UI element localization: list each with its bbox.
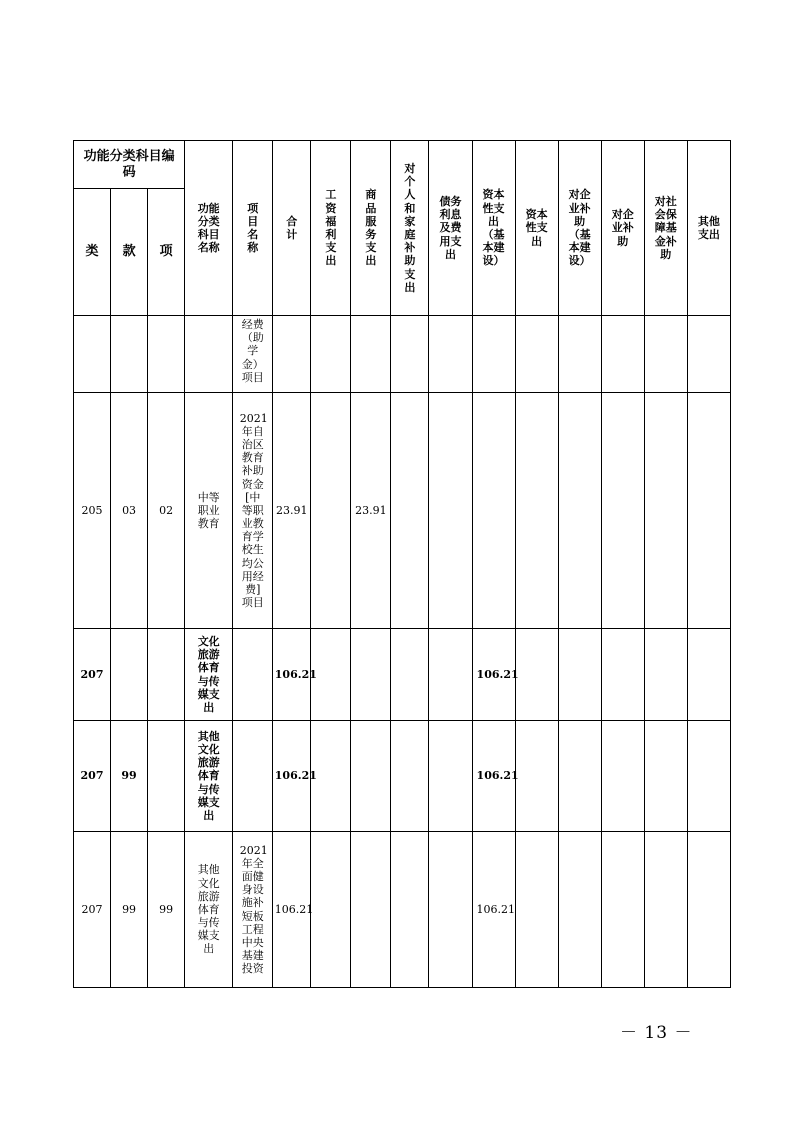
cell-capital xyxy=(515,316,558,393)
cell-total xyxy=(273,316,311,393)
cell-kuan: 99 xyxy=(111,721,148,832)
cell-other xyxy=(687,629,730,721)
cell-other xyxy=(687,832,730,988)
table-row xyxy=(74,316,731,393)
cell-capital-build: 106.21 xyxy=(472,629,515,721)
cell-func-name xyxy=(185,316,233,393)
table-row xyxy=(74,393,731,629)
cell-social xyxy=(644,832,687,988)
cell-total: 106.21 xyxy=(273,721,311,832)
cell-wage xyxy=(311,393,351,629)
cell-capital xyxy=(515,832,558,988)
cell-goods xyxy=(351,721,391,832)
cell-wage xyxy=(311,832,351,988)
header-code-group: 功能分类科目编码 xyxy=(74,141,185,189)
cell-func-name: 中等职业教育 xyxy=(185,393,233,629)
table-row xyxy=(74,721,731,832)
cell-goods xyxy=(351,316,391,393)
cell-capital xyxy=(515,393,558,629)
cell-enterprise-build xyxy=(558,629,601,721)
cell-social xyxy=(644,316,687,393)
cell-social xyxy=(644,393,687,629)
cell-capital-build xyxy=(472,393,515,629)
cell-kuan: 03 xyxy=(111,393,148,629)
cell-other xyxy=(687,393,730,629)
cell-kuan: 99 xyxy=(111,832,148,988)
cell-debt xyxy=(429,721,472,832)
cell-debt xyxy=(429,316,472,393)
cell-total: 106.21 xyxy=(273,832,311,988)
cell-other xyxy=(687,316,730,393)
header-xiang: 项 xyxy=(148,189,185,316)
cell-func-name: 文化旅游体育与传媒支出 xyxy=(185,629,233,721)
cell-enterprise-build xyxy=(558,393,601,629)
cell-personal xyxy=(391,629,429,721)
cell-enterprise-build xyxy=(558,316,601,393)
cell-enterprise xyxy=(601,629,644,721)
cell-xiang xyxy=(148,721,185,832)
cell-project xyxy=(233,721,273,832)
header-personal: 对个人和家庭补助支出 xyxy=(391,141,429,316)
cell-debt xyxy=(429,832,472,988)
cell-total: 23.91 xyxy=(273,393,311,629)
cell-lei: 207 xyxy=(74,721,111,832)
cell-capital-build: 106.21 xyxy=(472,721,515,832)
cell-lei: 205 xyxy=(74,393,111,629)
cell-kuan xyxy=(111,629,148,721)
cell-kuan xyxy=(111,316,148,393)
cell-social xyxy=(644,629,687,721)
cell-func-name: 其他文化旅游体育与传媒支出 xyxy=(185,832,233,988)
cell-debt xyxy=(429,629,472,721)
cell-project xyxy=(233,629,273,721)
cell-enterprise xyxy=(601,721,644,832)
cell-capital xyxy=(515,629,558,721)
cell-debt xyxy=(429,393,472,629)
header-social: 对社会保障基金补助 xyxy=(644,141,687,316)
cell-personal xyxy=(391,393,429,629)
cell-xiang xyxy=(148,629,185,721)
cell-goods: 23.91 xyxy=(351,393,391,629)
cell-lei: 207 xyxy=(74,629,111,721)
cell-social xyxy=(644,721,687,832)
cell-enterprise xyxy=(601,393,644,629)
header-enterprise-build: 对企业补助（基本建设） xyxy=(558,141,601,316)
page-number: － 13 － xyxy=(620,1023,693,1043)
cell-xiang: 02 xyxy=(148,393,185,629)
header-enterprise: 对企业补助 xyxy=(601,141,644,316)
cell-goods xyxy=(351,629,391,721)
cell-capital-build xyxy=(472,316,515,393)
cell-enterprise xyxy=(601,832,644,988)
header-kuan: 款 xyxy=(111,189,148,316)
cell-enterprise xyxy=(601,316,644,393)
cell-lei: 207 xyxy=(74,832,111,988)
cell-project: 经费（助学金）项目 xyxy=(233,316,273,393)
header-debt: 债务利息及费用支出 xyxy=(429,141,472,316)
cell-xiang xyxy=(148,316,185,393)
cell-capital xyxy=(515,721,558,832)
cell-personal xyxy=(391,316,429,393)
header-project: 项目名称 xyxy=(233,141,273,316)
header-capital-build: 资本性支出（基本建设） xyxy=(472,141,515,316)
cell-wage xyxy=(311,316,351,393)
cell-personal xyxy=(391,832,429,988)
header-func-name: 功能分类科目名称 xyxy=(185,141,233,316)
header-other: 其他支出 xyxy=(687,141,730,316)
table-row xyxy=(74,832,731,988)
budget-table xyxy=(73,140,731,988)
cell-other xyxy=(687,721,730,832)
header-goods: 商品服务支出 xyxy=(351,141,391,316)
cell-project: 2021年全面健身设施补短板工程中央基建投资 xyxy=(233,832,273,988)
cell-enterprise-build xyxy=(558,721,601,832)
table-row xyxy=(74,629,731,721)
cell-goods xyxy=(351,832,391,988)
cell-enterprise-build xyxy=(558,832,601,988)
cell-capital-build: 106.21 xyxy=(472,832,515,988)
header-wage: 工资福利支出 xyxy=(311,141,351,316)
cell-lei xyxy=(74,316,111,393)
cell-func-name: 其他文化旅游体育与传媒支出 xyxy=(185,721,233,832)
cell-project: 2021年自治区教育补助资金[中等职业教育学校生均公用经费]项目 xyxy=(233,393,273,629)
header-capital: 资本性支出 xyxy=(515,141,558,316)
header-lei: 类 xyxy=(74,189,111,316)
header-total: 合计 xyxy=(273,141,311,316)
cell-total: 106.21 xyxy=(273,629,311,721)
cell-personal xyxy=(391,721,429,832)
cell-xiang: 99 xyxy=(148,832,185,988)
